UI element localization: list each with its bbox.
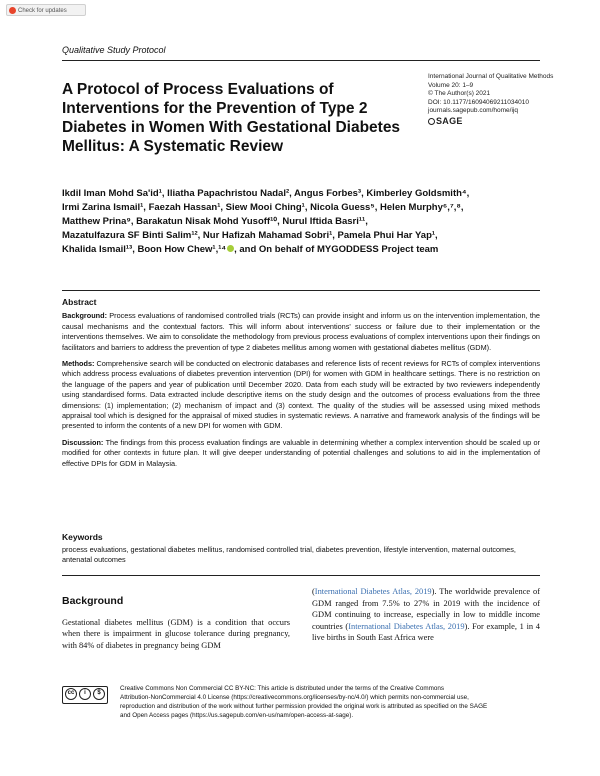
author-line-5b-text: , and On behalf of MYGODDESS Project team (234, 244, 439, 255)
author-line-3-text: Matthew Prina⁹, Barakatun Nisak Mohd Yusoff¹⁰, Nurul Iftida Basri¹¹, (62, 216, 368, 227)
license-line-4: and Open Access pages (https://us.sagepub.com/en-us/nam/open-access-at-sage). (120, 712, 354, 719)
sage-logo-icon (428, 118, 435, 125)
abstract-background-label: Background: (62, 311, 107, 321)
by-icon: i (79, 688, 91, 700)
journal-doi[interactable]: DOI: 10.1177/16094069211034010 (428, 98, 529, 106)
abstract-methods-label: Methods: (62, 359, 95, 369)
header-divider (62, 60, 540, 61)
publisher-logo (428, 117, 563, 126)
abstract-discussion-label: Discussion: (62, 437, 104, 447)
continued-text-2: ). For example, 1 in 4 live births in South East Africa were (312, 621, 540, 642)
abstract-discussion-text: The findings from this process evaluation findings are valuable in determining whether a complex intervention should be scaled up or modified for other contexts in future plan. It will give deeper understanding of potential challenges and solutions to aid in the implementation of effective DPIs for GDM in Malaysia. (62, 437, 540, 468)
journal-url[interactable]: journals.sagepub.com/home/ijq (428, 107, 518, 114)
check-updates-label: Check for updates (18, 8, 67, 14)
cc-by-nc-logo (62, 686, 108, 704)
abstract-heading: Abstract (62, 297, 97, 307)
author-line-1 (62, 187, 540, 201)
reference-link-2[interactable]: International Diabetes Atlas, 2019 (348, 621, 465, 631)
keywords-heading: Keywords (62, 532, 103, 542)
license-text (120, 684, 540, 720)
abstract-background (62, 311, 540, 353)
license-line-1: Creative Commons Non Commercial CC BY-NC: This article is distributed under the terms of the Creative Commons (120, 685, 445, 692)
body-column-right (312, 586, 540, 644)
journal-info (428, 73, 563, 125)
keywords-section (62, 532, 540, 565)
abstract-methods-text: Comprehensive search will be conducted on electronic databases and reference lists of recent reviews for RCTs of complex interventions which address process evaluations of diabetes prevention intervention (DPI) for women with GDM in healthcare settings. There is no restriction on the language of the papers and year of publication until December 2020. Data from each study will be extracted by two reviewers independently using standardised forms. Data extracted include descriptive items on the study design and the outcomes of process evaluations from the three dimensions: (1) implementation; (2) mechanism of impact and (3) context. The quality of the studies will be assessed using mixed methods appraisal tool which is designed for the appraisal of mixed studies in systematic reviews. A narrative and framework analysis of the findings will be presented to inform the contents of a new DPI for women with GDM. (62, 359, 540, 431)
keywords-text: process evaluations, gestational diabetes mellitus, randomised controlled trial, diabetes prevention, lifestyle intervention, maternal outcomes, antenatal outcomes (62, 545, 516, 564)
license-line-2: Attribution-NonCommercial 4.0 License (https://creativecommons.org/licenses/by-nc/4.0/) which permits non-commercial use, (120, 694, 469, 701)
abstract-section (62, 297, 540, 475)
background-paragraph: Gestational diabetes mellitus (GDM) is a condition that occurs when there is impairment in glucose tolerance during pregnancy, with 84% of diabetes in pregnancy being GDM (62, 617, 290, 650)
abstract-top-divider (62, 290, 540, 291)
background-paragraph-continued: (International Diabetes Atlas, 2019). The worldwide prevalence of GDM ranged from 7.5% to 27% in 2019 with the incidence of GDM continuing to increase, especially in low to middle income countries (International Diabetes Atlas, 2019). For example, 1 in 4 live births in South East Africa were (312, 587, 540, 642)
journal-copyright: © The Author(s) 2021 (428, 90, 491, 97)
article-type-label: Qualitative Study Protocol (62, 45, 166, 55)
abstract-discussion (62, 438, 540, 469)
background-heading: Background (62, 595, 124, 607)
author-list (62, 187, 540, 257)
author-line-1-text: Ikdil Iman Mohd Sa'id¹, Iliatha Papachristou Nadal², Angus Forbes³, Kimberley Goldsmith⁴, (62, 188, 470, 199)
author-line-5a-text: Khalida Ismail¹³, Boon How Chew¹,¹⁴ (62, 244, 227, 255)
nc-icon: $ (93, 688, 105, 700)
license-notice (62, 684, 540, 724)
author-line-2-text: Irmi Zarina Ismail¹, Faezah Hassan¹, Siew Mooi Ching¹, Nicola Guess⁵, Helen Murphy⁶,⁷,⁸, (62, 202, 464, 213)
keywords-bottom-divider (62, 575, 540, 576)
update-icon (9, 7, 16, 14)
journal-volume: Volume 20: 1–9 (428, 81, 474, 89)
cc-icon: cc (65, 688, 77, 700)
author-line-2 (62, 201, 540, 215)
author-line-4 (62, 229, 540, 243)
journal-name: International Journal of Qualitative Methods (428, 73, 554, 80)
body-column-left (62, 596, 290, 651)
author-line-3 (62, 215, 540, 229)
publisher-name: SAGE (436, 115, 463, 126)
abstract-methods (62, 359, 540, 432)
reference-link-1[interactable]: International Diabetes Atlas, 2019 (314, 587, 432, 596)
author-line-4-text: Mazatulfazura SF Binti Salim¹², Nur Hafizah Mahamad Sobri¹, Pamela Phui Har Yap¹, (62, 230, 438, 241)
article-title: A Protocol of Process Evaluations of Interventions for the Prevention of Type 2 Diabetes in Women With Gestational Diabetes Mellitus: A Systematic Review (62, 81, 401, 155)
license-line-3: reproduction and distribution of the work without further permission provided the original work is attributed as specified on the SAGE (120, 703, 488, 710)
check-for-updates-badge[interactable] (6, 4, 86, 16)
continued-text-1: ). The worldwide prevalence of GDM ranged from 7.5% to 27% in 2019 with the incidence of GDM continuing to increase, especially in low to middle income countries ( (312, 587, 540, 631)
abstract-background-text: Process evaluations of randomised controlled trials (RCTs) can provide insight and inform us on the intervention implementation, the causal mechanisms and the contextual factors. This will inform about interventions' success or failure due to their implementation or the interventions themselves. We aim to consolidate the methodology from previous process evaluations of complex interventions upon their findings on facilitators and barriers to address the prevention of type 2 diabetes mellitus among women with gestational diabetes mellitus (GDM). (62, 311, 540, 352)
author-line-5 (62, 243, 540, 257)
